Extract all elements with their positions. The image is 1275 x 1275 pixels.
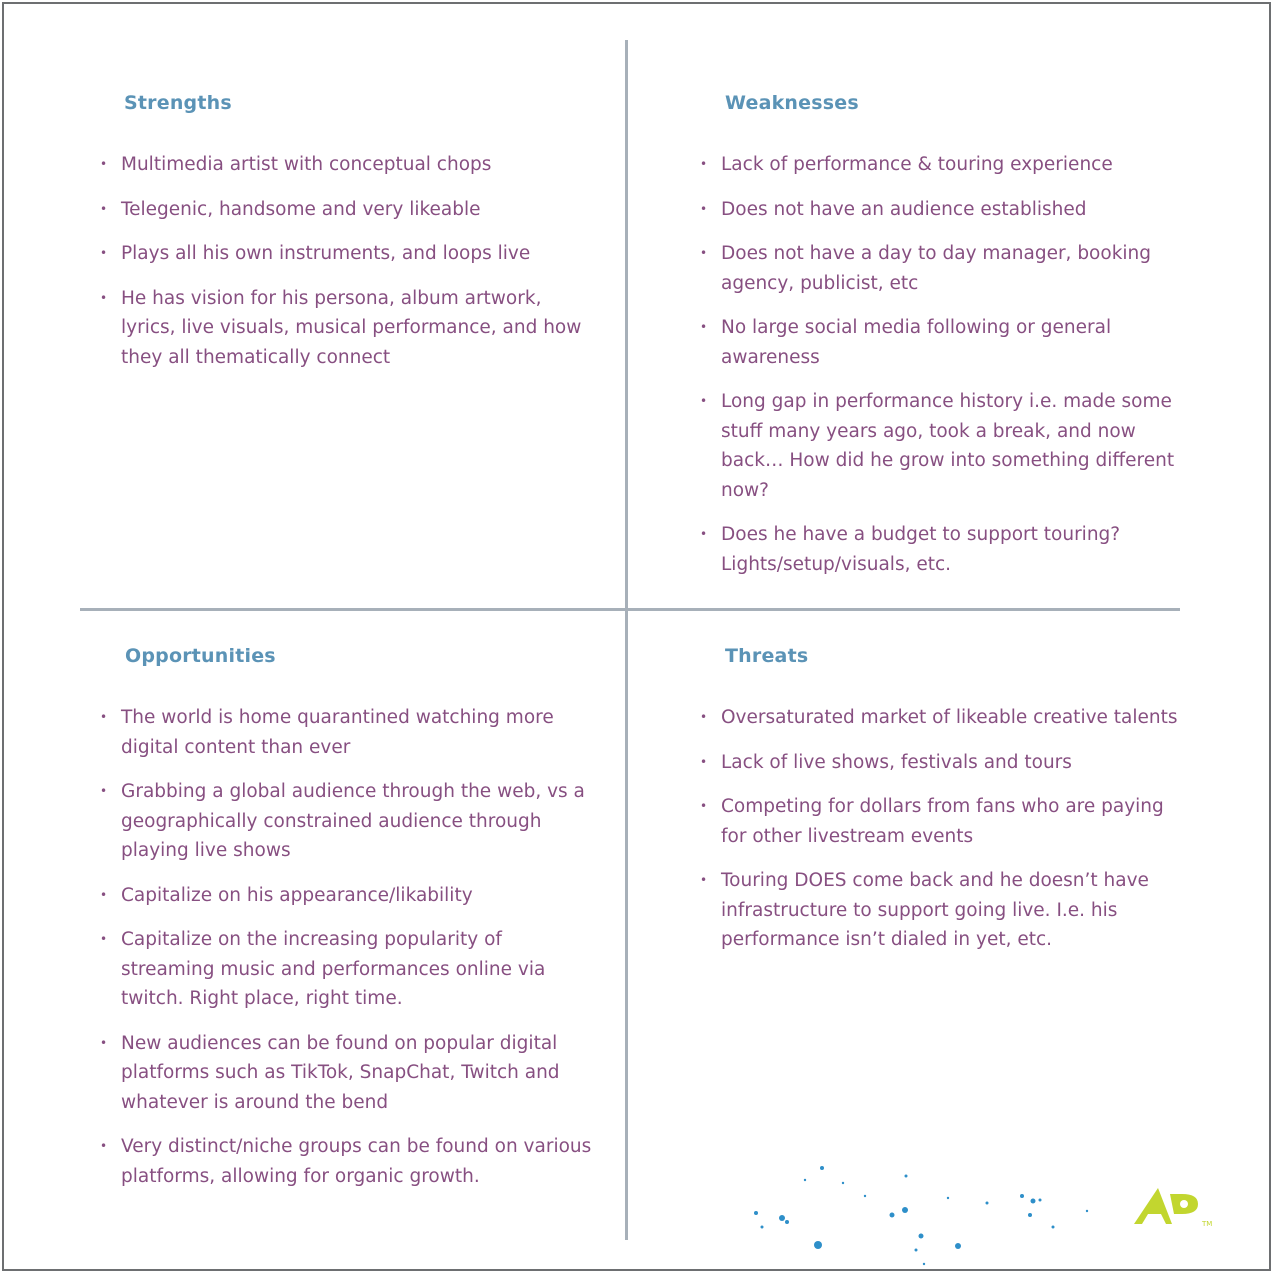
- list-item-text: Telegenic, handsome and very likeable: [121, 198, 481, 220]
- bullet-icon: •: [700, 201, 708, 216]
- trademark-mark: TM: [1202, 1220, 1213, 1228]
- bullet-icon: •: [700, 873, 708, 887]
- list-item: [700, 239, 1180, 298]
- bullet-icon: •: [100, 201, 108, 216]
- bullet-icon: •: [100, 290, 108, 305]
- list-item: [700, 195, 1180, 225]
- opportunities-quadrant: [100, 645, 600, 1206]
- bullet-icon: •: [700, 320, 708, 334]
- list-item: [700, 150, 1180, 180]
- list-item-text: Lack of performance & touring experience: [721, 154, 1113, 175]
- list-item-text: New audiences can be found on popular digital platforms such as TikTok, SnapChat, Twitch and whatever is around the bend: [121, 1032, 560, 1113]
- list-item-text: Does he have a budget to support touring? Lights/setup/visuals, etc.: [721, 524, 1121, 575]
- horizontal-divider: [80, 608, 1180, 611]
- list-item: [100, 777, 600, 866]
- bullet-icon: •: [700, 394, 708, 408]
- list-item-text: The world is home quarantined watching more digital content than ever: [121, 707, 554, 758]
- list-item: [100, 239, 600, 269]
- list-item: [700, 520, 1180, 579]
- list-item-text: No large social media following or general awareness: [721, 317, 1112, 368]
- list-item: [100, 195, 600, 225]
- list-item-text: Plays all his own instruments, and loops live: [121, 243, 531, 264]
- strengths-list: [100, 150, 600, 372]
- bullet-icon: •: [700, 710, 708, 724]
- list-item: [100, 925, 600, 1014]
- list-item: [100, 1029, 600, 1118]
- list-item: [700, 866, 1180, 955]
- vertical-divider: [625, 40, 628, 1240]
- list-item: [100, 1132, 600, 1191]
- paint-splatter-decoration: [740, 1160, 1100, 1270]
- bullet-icon: •: [100, 932, 108, 946]
- opportunities-list: [100, 703, 600, 1191]
- strengths-heading: Strengths: [124, 92, 232, 114]
- bullet-icon: •: [700, 527, 708, 541]
- list-item: [700, 313, 1180, 372]
- list-item: [700, 748, 1180, 778]
- bullet-icon: •: [100, 246, 108, 260]
- bullet-icon: •: [100, 784, 108, 798]
- list-item-text: Very distinct/niche groups can be found on various platforms, allowing for organic growth.: [121, 1136, 592, 1187]
- list-item: [100, 150, 600, 180]
- bullet-icon: •: [700, 157, 708, 171]
- list-item-text: Capitalize on his appearance/likability: [121, 884, 473, 906]
- list-item-text: Oversaturated market of likeable creative talents: [721, 707, 1178, 728]
- list-item: [700, 703, 1180, 733]
- list-item: [100, 881, 600, 911]
- list-item-text: Competing for dollars from fans who are paying for other livestream events: [721, 796, 1164, 847]
- list-item-text: Grabbing a global audience through the web, vs a geographically constrained audience through playing live shows: [121, 781, 585, 861]
- bullet-icon: •: [100, 887, 108, 902]
- threats-list: [700, 703, 1180, 955]
- bullet-icon: •: [100, 157, 108, 171]
- bullet-icon: •: [700, 754, 708, 769]
- weaknesses-heading: Weaknesses: [725, 92, 859, 114]
- bullet-icon: •: [700, 799, 708, 813]
- list-item-text: Capitalize on the increasing popularity of streaming music and performances online via twitch. Right place, right time.: [121, 929, 546, 1009]
- strengths-quadrant: [100, 92, 600, 387]
- list-item-text: Does not have a day to day manager, booking agency, publicist, etc: [721, 243, 1152, 294]
- list-item: [700, 792, 1180, 851]
- list-item-text: Long gap in performance history i.e. made some stuff many years ago, took a break, and now back… How did he grow into something different now?: [721, 391, 1175, 501]
- list-item-text: He has vision for his persona, album artwork, lyrics, live visuals, musical performance, and how they all thematically connect: [121, 287, 582, 368]
- list-item-text: Does not have an audience established: [721, 198, 1087, 220]
- bullet-icon: •: [100, 1035, 108, 1050]
- list-item: [100, 703, 600, 762]
- opportunities-heading: Opportunities: [125, 645, 276, 667]
- list-item-text: Multimedia artist with conceptual chops: [121, 154, 492, 175]
- weaknesses-list: [700, 150, 1180, 579]
- ab-logo-icon: [1130, 1180, 1225, 1230]
- bullet-icon: •: [100, 710, 108, 724]
- list-item: [700, 387, 1180, 505]
- threats-heading: Threats: [725, 645, 809, 667]
- list-item-text: Touring DOES come back and he doesn’t have infrastructure to support going live. I.e. his performance isn’t dialed in yet, etc.: [721, 870, 1149, 950]
- bullet-icon: •: [100, 1139, 108, 1153]
- bullet-icon: •: [700, 246, 708, 260]
- list-item: [100, 284, 600, 373]
- list-item-text: Lack of live shows, festivals and tours: [721, 751, 1072, 773]
- threats-quadrant: [700, 645, 1180, 970]
- weaknesses-quadrant: [700, 92, 1180, 594]
